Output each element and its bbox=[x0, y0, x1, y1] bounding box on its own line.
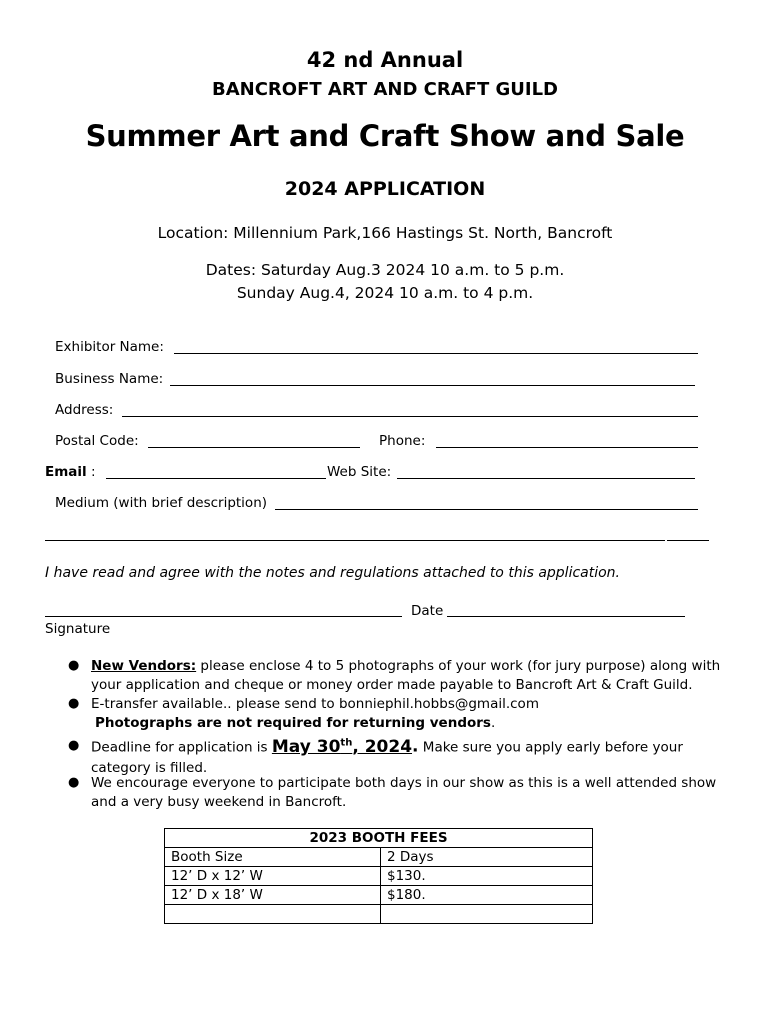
table-row bbox=[165, 886, 593, 905]
table-title-row bbox=[165, 829, 593, 848]
booth-size-cell: 12’ D x 18’ W bbox=[165, 886, 381, 905]
bullet-icon: ● bbox=[68, 738, 80, 753]
photographs-text: Photographs are not required for returning vendors bbox=[95, 715, 491, 731]
encourage-text-1: We encourage everyone to participate both days in our show as this is a well attended show bbox=[91, 775, 717, 791]
deadline-sup: th bbox=[340, 737, 353, 748]
column-header-days: 2 Days bbox=[381, 848, 593, 867]
business-name-label: Business Name: bbox=[55, 371, 164, 387]
note-encourage bbox=[91, 774, 716, 812]
new-vendors-label: New Vendors: bbox=[91, 658, 197, 674]
note-etransfer bbox=[91, 695, 539, 733]
exhibitor-name-field[interactable] bbox=[174, 353, 698, 354]
email-field[interactable] bbox=[106, 478, 326, 479]
guild-heading: BANCROFT ART AND CRAFT GUILD bbox=[212, 79, 558, 100]
website-label: Web Site: bbox=[327, 464, 392, 480]
dates-line-2: Sunday Aug.4, 2024 10 a.m. to 4 p.m. bbox=[236, 284, 534, 302]
medium-field-line-2-end[interactable] bbox=[667, 540, 709, 541]
deadline-date-year: , 2024 bbox=[352, 736, 413, 757]
exhibitor-name-label: Exhibitor Name: bbox=[55, 339, 164, 355]
table-header-row bbox=[165, 848, 593, 867]
note-deadline bbox=[91, 733, 683, 778]
empty-cell bbox=[165, 905, 381, 924]
email-label: Email bbox=[45, 464, 87, 480]
photographs-period: . bbox=[490, 715, 496, 731]
empty-cell bbox=[381, 905, 593, 924]
booth-size-cell: 12’ D x 12’ W bbox=[165, 867, 381, 886]
website-field[interactable] bbox=[397, 478, 695, 479]
deadline-line-2: category is filled. bbox=[91, 759, 208, 776]
application-heading: 2024 APPLICATION bbox=[284, 178, 486, 200]
etransfer-text: E-transfer available.. please send to bonniephil.hobbs@gmail.com bbox=[91, 696, 539, 712]
column-header-booth-size: Booth Size bbox=[165, 848, 381, 867]
bullet-icon: ● bbox=[68, 696, 80, 711]
address-label: Address: bbox=[55, 402, 114, 418]
deadline-pre: Deadline for application is bbox=[91, 739, 272, 756]
table-row bbox=[165, 867, 593, 886]
bullet-icon: ● bbox=[68, 658, 80, 673]
deadline-date-part: May 30 bbox=[271, 736, 341, 757]
date-label: Date bbox=[411, 603, 444, 619]
postal-code-field[interactable] bbox=[148, 447, 360, 448]
business-name-field[interactable] bbox=[170, 385, 695, 386]
medium-label: Medium (with brief description) bbox=[55, 495, 268, 511]
show-title: Summer Art and Craft Show and Sale bbox=[85, 119, 685, 153]
deadline-post: Make sure you apply early before your bbox=[418, 739, 683, 756]
location-text: Location: Millennium Park,166 Hastings St. North, Bancroft bbox=[157, 224, 613, 242]
signature-field[interactable] bbox=[45, 616, 402, 617]
table-row-empty bbox=[165, 905, 593, 924]
encourage-text-2: and a very busy weekend in Bancroft. bbox=[91, 794, 347, 810]
bullet-icon: ● bbox=[68, 775, 80, 790]
fee-cell: $130. bbox=[381, 867, 593, 886]
medium-field-line-2[interactable] bbox=[45, 540, 665, 541]
new-vendors-text-1: please enclose 4 to 5 photographs of your work (for jury purpose) along with bbox=[196, 658, 721, 674]
email-label-wrap bbox=[45, 464, 96, 480]
address-field[interactable] bbox=[122, 416, 698, 417]
deadline-period: . bbox=[412, 736, 419, 757]
agreement-text: I have read and agree with the notes and regulations attached to this application. bbox=[45, 565, 620, 581]
booth-fees-table bbox=[164, 828, 593, 924]
fee-cell: $180. bbox=[381, 886, 593, 905]
postal-code-label: Postal Code: bbox=[55, 433, 139, 449]
annual-heading: 42 nd Annual bbox=[306, 48, 464, 72]
note-new-vendors bbox=[91, 657, 720, 695]
date-field[interactable] bbox=[447, 616, 685, 617]
new-vendors-text-2: your application and cheque or money order made payable to Bancroft Art & Craft Guild. bbox=[91, 677, 693, 693]
phone-field[interactable] bbox=[436, 447, 698, 448]
dates-line-1: Dates: Saturday Aug.3 2024 10 a.m. to 5 p.m. bbox=[205, 261, 565, 279]
medium-field[interactable] bbox=[275, 509, 698, 510]
email-colon: : bbox=[86, 464, 96, 480]
deadline-date bbox=[272, 737, 412, 757]
table-title: 2023 BOOTH FEES bbox=[165, 829, 593, 848]
signature-label: Signature bbox=[45, 621, 111, 637]
phone-label: Phone: bbox=[379, 433, 426, 449]
